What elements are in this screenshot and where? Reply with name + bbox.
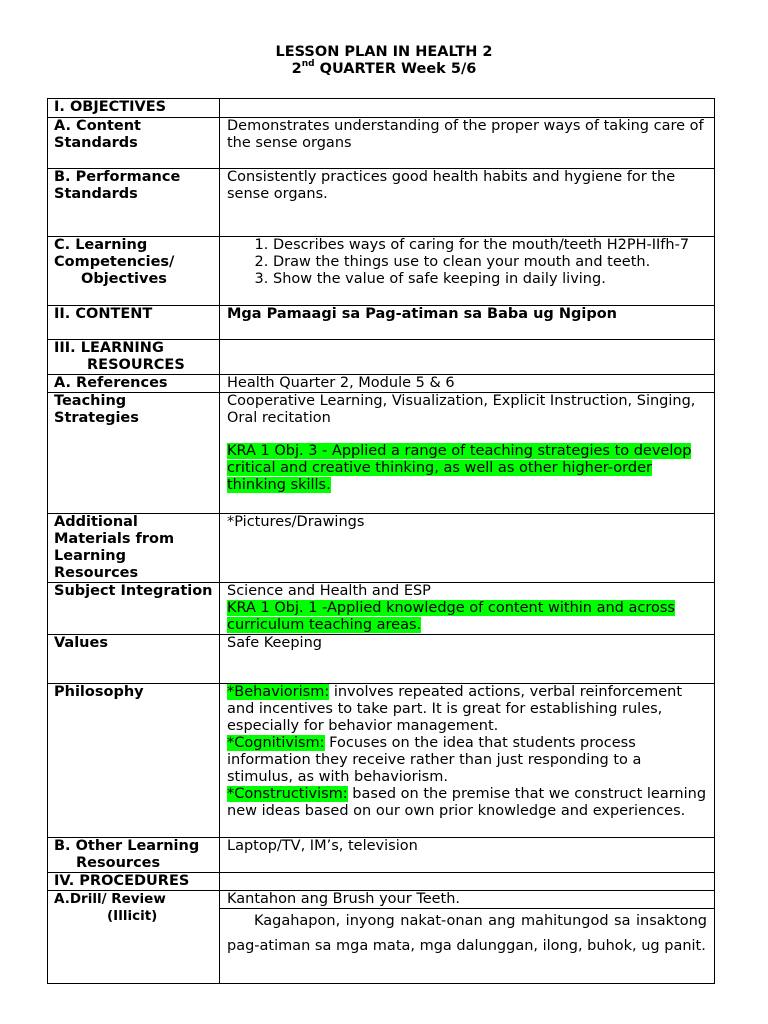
learning-resources-label-line1: III. LEARNING xyxy=(54,340,164,356)
competencies-label xyxy=(48,237,220,306)
table-row xyxy=(48,306,715,340)
list-item: 3. Show the value of safe keeping in daily living. xyxy=(273,271,708,288)
cognitivism-term: *Cognitivism: xyxy=(227,735,325,751)
drill-label xyxy=(48,891,220,984)
values-label: Values xyxy=(48,635,220,684)
objectives-value xyxy=(220,99,715,118)
competencies-value xyxy=(220,237,715,306)
table-row xyxy=(48,583,715,635)
table-row xyxy=(48,118,715,169)
quarter-ordinal: nd xyxy=(301,59,315,70)
table-row xyxy=(48,635,715,684)
subject-integration-label: Subject Integration xyxy=(48,583,220,635)
constructivism-text: based on the premise that we construct learning new ideas based on our own prior knowledge and experiences. xyxy=(227,786,707,819)
teaching-strategies-text: Cooperative Learning, Visualization, Explicit Instruction, Singing, Oral recitation xyxy=(227,393,696,426)
constructivism-term: *Constructivism: xyxy=(227,786,348,802)
lesson-plan-table xyxy=(47,98,715,984)
procedures-value xyxy=(220,873,715,891)
learning-resources-value xyxy=(220,340,715,375)
table-row xyxy=(48,375,715,393)
table-row xyxy=(48,169,715,237)
subject-integration-value xyxy=(220,583,715,635)
other-resources-label-line1: B. Other Learning xyxy=(54,838,200,854)
list-item: 2. Draw the things use to clean your mouth and teeth. xyxy=(273,254,708,271)
content-standards-label: A. Content Standards xyxy=(48,118,220,169)
content-standards-value: Demonstrates understanding of the proper ways of taking care of the sense organs xyxy=(220,118,715,169)
philosophy-value xyxy=(220,684,715,838)
objectives-label: I. OBJECTIVES xyxy=(48,99,220,118)
competencies-label-line1: C. Learning Competencies/ xyxy=(54,237,175,270)
table-row xyxy=(48,99,715,118)
learning-resources-label-line2: RESOURCES xyxy=(87,357,185,373)
kra-obj1-highlight: KRA 1 Obj. 1 -Applied knowledge of content within and across curriculum teaching areas. xyxy=(227,600,675,633)
additional-materials-value: *Pictures/Drawings xyxy=(220,514,715,583)
other-resources-value: Laptop/TV, IM’s, television xyxy=(220,838,715,873)
performance-standards-label: B. Performance Standards xyxy=(48,169,220,237)
drill-song: Kantahon ang Brush your Teeth. xyxy=(227,891,461,907)
content-value: Mga Pamaagi sa Pag-atiman sa Baba ug Ngipon xyxy=(220,306,715,340)
other-resources-label-line2: Resources xyxy=(76,855,161,871)
drill-label-line2: (Illicit) xyxy=(107,908,158,924)
competencies-list xyxy=(227,237,708,288)
table-row xyxy=(48,684,715,838)
teaching-strategies-value xyxy=(220,393,715,514)
table-row xyxy=(48,873,715,891)
behaviorism-text: involves repeated actions, verbal reinforcement and incentives to take part. It is great for establishing rules, especially for behavior management. xyxy=(227,684,683,734)
cognitivism-text: Focuses on the idea that students process information they receive rather than just responding to a stimulus, as with behaviorism. xyxy=(227,735,642,785)
kra-obj3-highlight: KRA 1 Obj. 3 - Applied a range of teaching strategies to develop critical and creative thinking, as well as other higher-order thinking skills. xyxy=(227,443,692,493)
table-row xyxy=(48,838,715,873)
references-value: Health Quarter 2, Module 5 & 6 xyxy=(220,375,715,393)
table-row xyxy=(48,340,715,375)
table-row xyxy=(48,393,715,514)
teaching-strategies-label: Teaching Strategies xyxy=(48,393,220,514)
other-resources-label xyxy=(48,838,220,873)
learning-resources-label xyxy=(48,340,220,375)
table-row xyxy=(48,891,715,984)
content-label: II. CONTENT xyxy=(48,306,220,340)
references-label: A. References xyxy=(48,375,220,393)
table-row xyxy=(48,514,715,583)
document-title: LESSON PLAN IN HEALTH 2 xyxy=(275,44,493,60)
procedures-label: IV. PROCEDURES xyxy=(48,873,220,891)
performance-standards-value: Consistently practices good health habits and hygiene for the sense organs. xyxy=(220,169,715,237)
competencies-label-line2: Objectives xyxy=(81,271,167,287)
drill-value xyxy=(220,891,715,984)
list-item: 1. Describes ways of caring for the mouth/teeth H2PH-IIfh-7 xyxy=(273,237,708,254)
quarter-week: QUARTER Week 5/6 xyxy=(314,61,477,77)
behaviorism-term: *Behaviorism: xyxy=(227,684,330,700)
subject-integration-text: Science and Health and ESP xyxy=(227,583,431,599)
drill-paragraph: Kagahapon, inyong nakat-onan ang mahitungod sa insaktong pag-atiman sa mga mata, mga dalunggan, ilong, buhok, ug panit. xyxy=(220,908,714,963)
table-row xyxy=(48,237,715,306)
quarter-heading xyxy=(0,61,768,78)
quarter-number: 2 xyxy=(291,61,302,77)
drill-label-line1: A.Drill/ Review xyxy=(54,891,166,907)
values-value: Safe Keeping xyxy=(220,635,715,684)
philosophy-label: Philosophy xyxy=(48,684,220,838)
additional-materials-label: Additional Materials from Learning Resources xyxy=(48,514,220,583)
